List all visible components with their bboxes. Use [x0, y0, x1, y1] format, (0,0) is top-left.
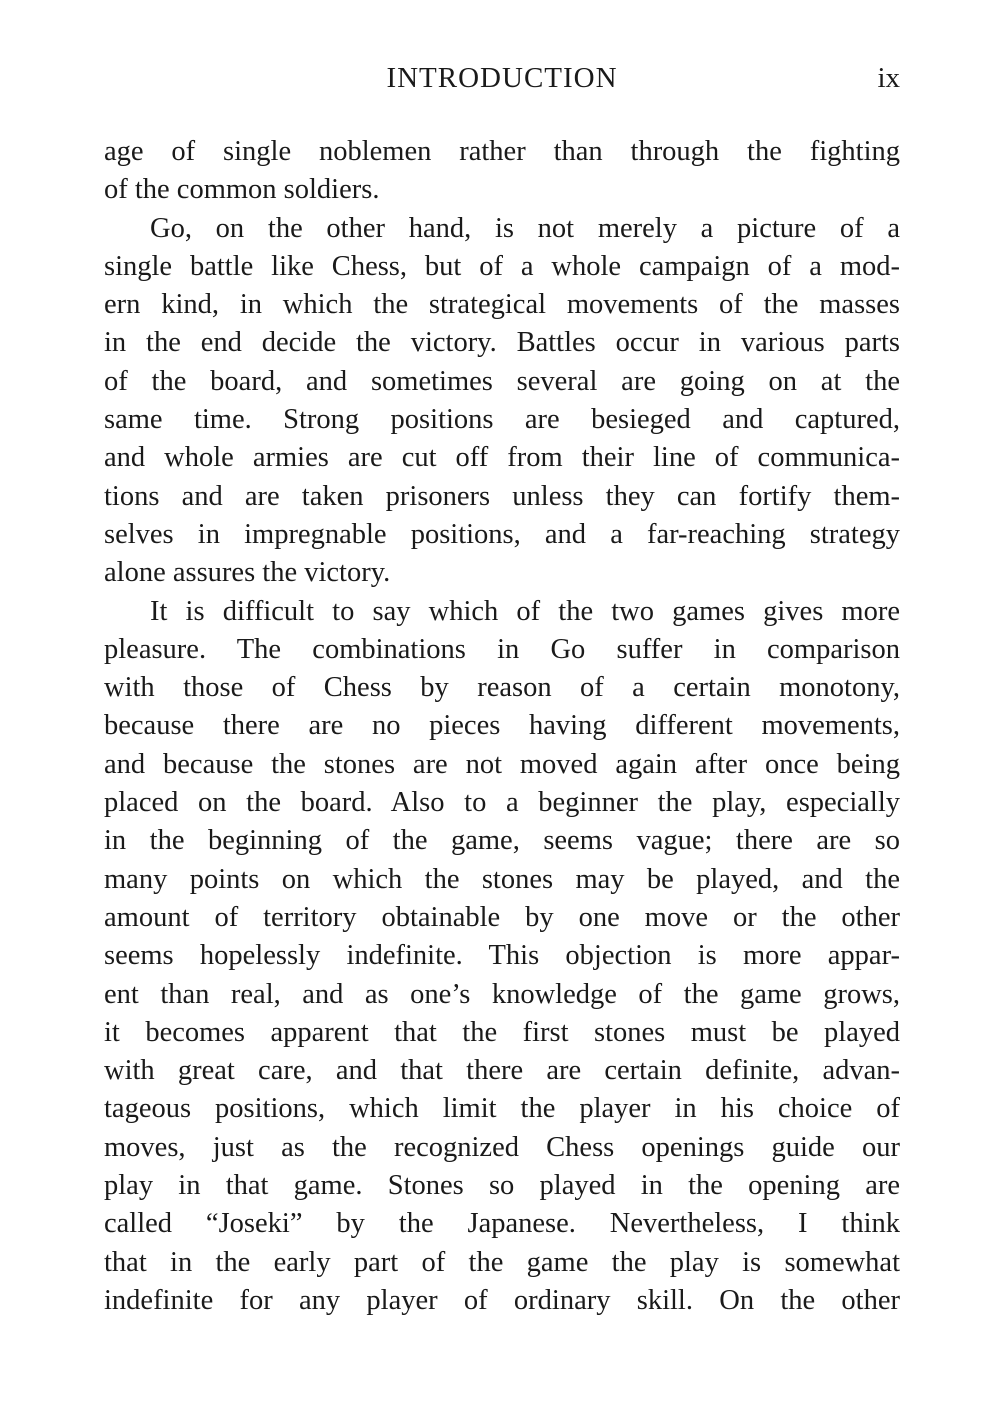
text-line: with great care, and that there are certain definite, advan-	[104, 1055, 900, 1087]
text-line: selves in impregnable positions, and a far-reaching strategy	[104, 518, 900, 550]
text-line: age of single noblemen rather than through the fighting	[104, 136, 900, 167]
text-line: because there are no pieces having different movements,	[104, 710, 900, 742]
text-line: in the end decide the victory. Battles occur in various parts	[104, 327, 900, 359]
text-line: with those of Chess by reason of a certain monotony,	[104, 672, 900, 704]
text-line: It is difficult to say which of the two games gives more	[150, 595, 900, 627]
text-line: indefinite for any player of ordinary skill. On the other	[104, 1284, 900, 1316]
text-line: ent than real, and as one’s knowledge of the game grows,	[104, 978, 900, 1010]
text-line: amount of territory obtainable by one move or the other	[104, 901, 900, 933]
text-line: pleasure. The combinations in Go suffer in comparison	[104, 633, 900, 665]
page-number: ix	[877, 62, 900, 94]
text-line: ern kind, in which the strategical movements of the masses	[104, 289, 900, 321]
text-line: it becomes apparent that the first stones must be played	[104, 1016, 900, 1048]
text-line: single battle like Chess, but of a whole campaign of a mod-	[104, 250, 900, 282]
text-line: that in the early part of the game the play is somewhat	[104, 1246, 900, 1278]
text-line: and whole armies are cut off from their line of communica-	[104, 442, 900, 474]
text-line: many points on which the stones may be played, and the	[104, 863, 900, 895]
text-line: Go, on the other hand, is not merely a picture of a	[150, 212, 900, 244]
running-head	[104, 58, 900, 98]
running-title: INTRODUCTION	[386, 62, 618, 94]
text-line: of the common soldiers.	[104, 174, 380, 206]
text-line: same time. Strong positions are besieged and captured,	[104, 404, 900, 436]
text-line: moves, just as the recognized Chess openings guide our	[104, 1131, 900, 1163]
body-text	[104, 133, 900, 1320]
text-line: called “Joseki” by the Japanese. Nevertheless, I think	[104, 1208, 900, 1240]
text-line: play in that game. Stones so played in the opening are	[104, 1170, 900, 1202]
text-line: tions and are taken prisoners unless they can fortify them-	[104, 480, 900, 512]
text-line: seems hopelessly indefinite. This objection is more appar-	[104, 940, 900, 972]
text-line: and because the stones are not moved again after once being	[104, 748, 900, 780]
text-line: in the beginning of the game, seems vague; there are so	[104, 825, 900, 857]
text-line: alone assures the victory.	[104, 557, 391, 589]
text-line: placed on the board. Also to a beginner the play, especially	[104, 787, 900, 819]
text-line: of the board, and sometimes several are going on at the	[104, 365, 900, 397]
text-line: tageous positions, which limit the player in his choice of	[104, 1093, 900, 1125]
